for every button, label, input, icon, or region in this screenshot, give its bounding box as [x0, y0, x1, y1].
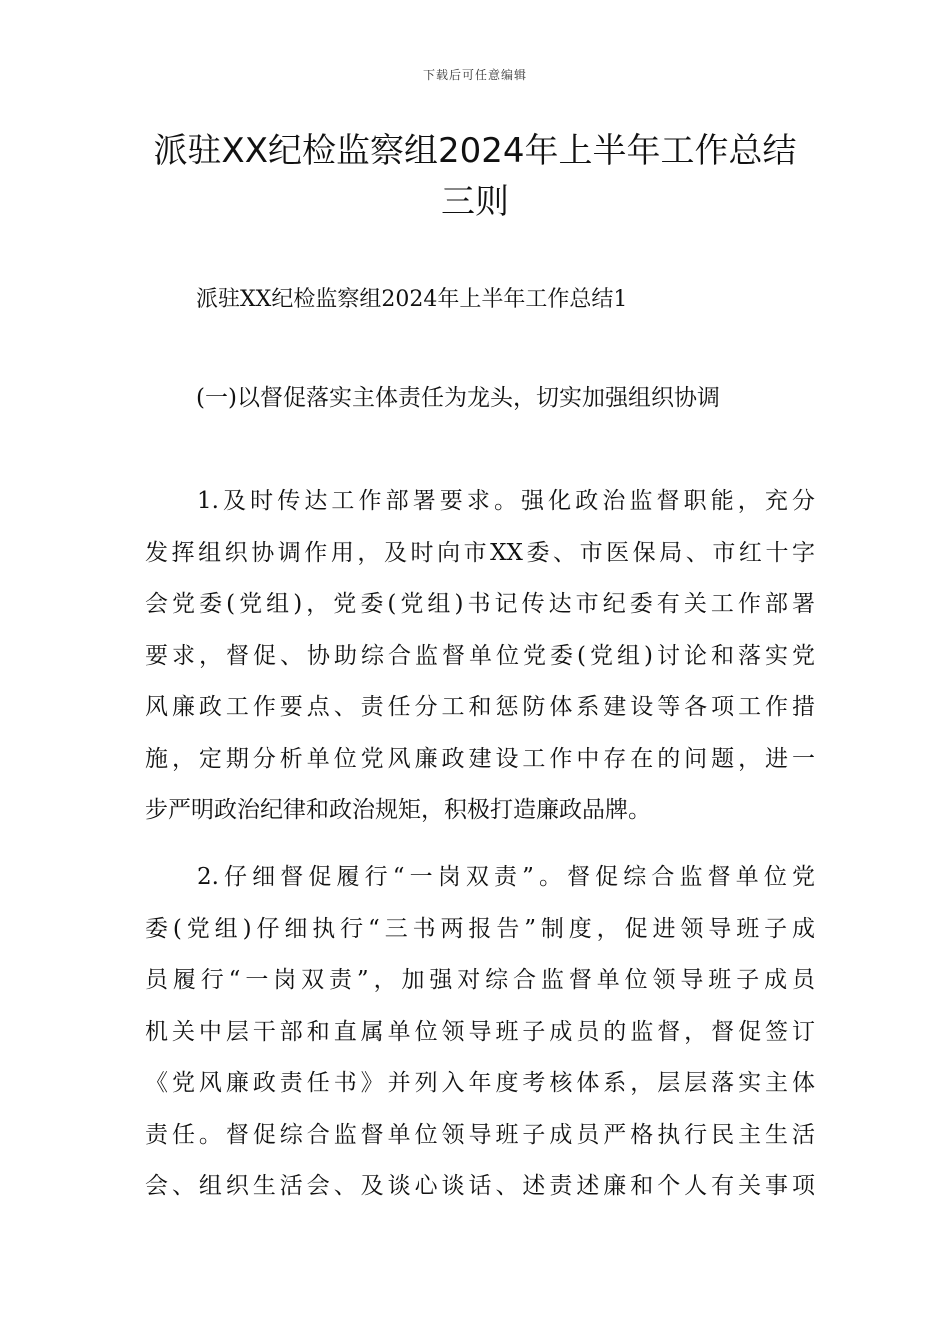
paragraph-line: 会党委(党组)，党委(党组)书记传达市纪委有关工作部署 — [145, 591, 815, 617]
paragraph-line: 委(党组)仔细执行“三书两报告”制度，促进领导班子成 — [145, 915, 815, 942]
paragraph-line: 风廉政工作要点、责任分工和惩防体系建设等各项工作措 — [145, 694, 815, 720]
paragraph-line: 会、组织生活会、及谈心谈话、述责述廉和个人有关事项 — [145, 1173, 815, 1199]
title-line-1: 派驻XX纪检监察组2024年上半年工作总结 — [153, 131, 797, 171]
document-title — [120, 126, 830, 228]
paragraph-line: 发挥组织协调作用，及时向市XX委、市医保局、市红十字 — [145, 539, 815, 566]
paragraph-line: 步严明政治纪律和政治规矩，积极打造廉政品牌。 — [145, 797, 651, 823]
section-heading: (一)以督促落实主体责任为龙头，切实加强组织协调 — [196, 385, 720, 411]
paragraph-line: 《党风廉政责任书》并列入年度考核体系，层层落实主体 — [145, 1070, 815, 1096]
paragraph-1 — [145, 476, 815, 837]
paragraph-line: 2.仔细督促履行“一岗双责”。督促综合监督单位党 — [197, 864, 815, 890]
paragraph-line: 员履行“一岗双责”，加强对综合监督单位领导班子成员 — [145, 967, 815, 993]
paragraph-line: 责任。督促综合监督单位领导班子成员严格执行民主生活 — [145, 1121, 815, 1148]
paragraph-2 — [145, 852, 815, 1213]
paragraph-line: 要求，督促、协助综合监督单位党委(党组)讨论和落实党 — [145, 642, 815, 669]
title-line-2: 三则 — [441, 182, 509, 222]
paragraph-line: 施，定期分析单位党风廉政建设工作中存在的问题，进一 — [145, 745, 815, 772]
paragraph-line: 机关中层干部和直属单位领导班子成员的监督，督促签订 — [145, 1018, 815, 1045]
document-subtitle: 派驻XX纪检监察组2024年上半年工作总结1 — [196, 287, 628, 312]
paragraph-line: 1.及时传达工作部署要求。强化政治监督职能，充分 — [197, 488, 815, 514]
header-note: 下载后可任意编辑 — [422, 68, 527, 82]
